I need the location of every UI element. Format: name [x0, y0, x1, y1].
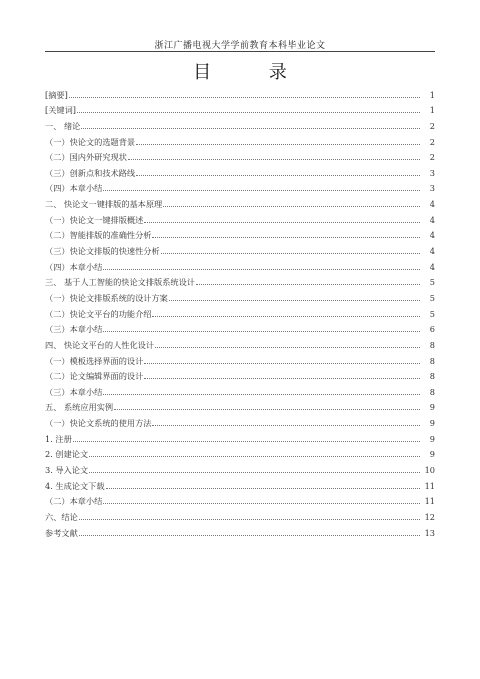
toc-entry-label: 参考文献: [45, 527, 78, 538]
toc-page-number: 3: [429, 183, 435, 194]
toc-entry[interactable]: [45, 209, 435, 225]
toc-entry-label: 一、 绪论: [45, 120, 81, 131]
toc-entry[interactable]: [45, 287, 435, 303]
toc-entry[interactable]: [45, 319, 435, 335]
toc-entry-label: [摘要]: [45, 89, 68, 100]
toc-entry-label: （三）快论文排版的快速性分析: [45, 246, 160, 257]
toc-leader-dots: [144, 222, 420, 223]
toc-leader-dots: [136, 175, 420, 176]
toc-page-number: 2: [429, 136, 435, 147]
toc-leader-dots: [103, 394, 420, 395]
toc-leader-dots: [103, 503, 420, 504]
toc-entry-label: （一）快论文的选题背景: [45, 136, 136, 147]
toc-leader-dots: [77, 112, 420, 113]
toc-entry-label: （二）国内外研究现状: [45, 152, 127, 163]
toc-entry[interactable]: [45, 178, 435, 194]
toc-entry[interactable]: [45, 84, 435, 100]
toc-page-number: 9: [429, 433, 435, 444]
toc-page-number: 3: [429, 167, 435, 178]
toc-entry-label: 2. 创建论文: [45, 449, 89, 460]
toc-page-number: 4: [429, 214, 435, 225]
table-of-contents: [45, 84, 435, 538]
toc-leader-dots: [69, 97, 420, 98]
toc-leader-dots: [144, 378, 420, 379]
toc-page-number: 8: [429, 386, 435, 397]
toc-page-number: 9: [429, 402, 435, 413]
header-rule: [45, 51, 435, 52]
toc-entry[interactable]: [45, 147, 435, 163]
toc-page-number: 8: [429, 339, 435, 350]
toc-leader-dots: [152, 316, 420, 317]
toc-page-number: 9: [429, 418, 435, 429]
toc-page-number: 2: [429, 120, 435, 131]
toc-leader-dots: [155, 347, 420, 348]
toc-leader-dots: [106, 488, 420, 489]
toc-entry[interactable]: [45, 303, 435, 319]
toc-entry-label: （四）本章小结: [45, 183, 103, 194]
toc-leader-dots: [79, 535, 420, 536]
toc-entry-label: 四、 快论文平台的人性化设计: [45, 339, 155, 350]
toc-entry[interactable]: [45, 256, 435, 272]
toc-entry-label: （二）本章小结: [45, 496, 103, 507]
toc-entry-label: （四）本章小结: [45, 261, 103, 272]
toc-page-number: 5: [429, 292, 435, 303]
toc-entry[interactable]: [45, 522, 435, 538]
toc-page-number: 11: [424, 496, 435, 507]
toc-leader-dots: [103, 190, 420, 191]
toc-leader-dots: [103, 331, 420, 332]
toc-page-number: 4: [429, 230, 435, 241]
toc-page-number: 5: [429, 277, 435, 288]
toc-entry-label: （三）本章小结: [45, 324, 103, 335]
toc-title: 目 录: [193, 62, 313, 83]
toc-entry[interactable]: [45, 366, 435, 382]
toc-entry-label: （一）快论文排版系统的设计方案: [45, 292, 168, 303]
toc-leader-dots: [169, 300, 420, 301]
toc-page-number: 6: [429, 324, 435, 335]
running-header: 浙江广播电视大学学前教育本科毕业论文: [154, 41, 326, 51]
toc-page-number: 13: [424, 527, 435, 538]
toc-entry[interactable]: [45, 272, 435, 288]
toc-entry[interactable]: [45, 444, 435, 460]
toc-leader-dots: [152, 237, 420, 238]
toc-entry[interactable]: [45, 225, 435, 241]
toc-entry[interactable]: [45, 459, 435, 475]
toc-leader-dots: [73, 441, 420, 442]
toc-leader-dots: [163, 206, 420, 207]
toc-page-number: 4: [429, 246, 435, 257]
toc-entry-label: （一）快论文系统的使用方法: [45, 418, 152, 429]
toc-page-number: 1: [429, 105, 435, 116]
toc-entry-label: [关键词]: [45, 105, 76, 116]
toc-entry-label: 4. 生成论文下载: [45, 480, 105, 491]
toc-entry[interactable]: [45, 240, 435, 256]
toc-page-number: 9: [429, 449, 435, 460]
toc-entry-label: （二）快论文平台的功能介绍: [45, 308, 152, 319]
toc-entry-label: （一）模板选择界面的设计: [45, 355, 144, 366]
toc-leader-dots: [144, 363, 420, 364]
toc-entry[interactable]: [45, 131, 435, 147]
toc-entry-label: （二）论文编辑界面的设计: [45, 371, 144, 382]
toc-leader-dots: [103, 269, 420, 270]
toc-page-number: 4: [429, 199, 435, 210]
toc-entry-label: 三、 基于人工智能的快论文排版系统设计: [45, 277, 195, 288]
toc-page-number: 11: [424, 480, 435, 491]
toc-page-number: 4: [429, 261, 435, 272]
toc-entry[interactable]: [45, 397, 435, 413]
toc-leader-dots: [81, 128, 420, 129]
toc-page-number: 12: [424, 511, 435, 522]
toc-entry[interactable]: [45, 412, 435, 428]
toc-leader-dots: [114, 409, 420, 410]
toc-entry[interactable]: [45, 381, 435, 397]
toc-page-number: 8: [429, 355, 435, 366]
toc-entry[interactable]: [45, 475, 435, 491]
toc-entry-label: 二、 快论文一键排版的基本原理: [45, 199, 163, 210]
toc-leader-dots: [196, 284, 420, 285]
toc-leader-dots: [128, 159, 420, 160]
toc-entry-label: （一）快论文一键排版概述: [45, 214, 144, 225]
toc-page-number: 2: [429, 152, 435, 163]
toc-page-number: 1: [429, 89, 435, 100]
toc-entry-label: 五、 系统应用实例: [45, 402, 114, 413]
toc-entry-label: （三）创新点和技术路线: [45, 167, 136, 178]
toc-entry[interactable]: [45, 491, 435, 507]
toc-entry[interactable]: [45, 428, 435, 444]
toc-leader-dots: [79, 519, 420, 520]
toc-page-number: 10: [424, 465, 435, 476]
toc-leader-dots: [89, 456, 420, 457]
toc-leader-dots: [152, 425, 420, 426]
toc-leader-dots: [136, 144, 420, 145]
toc-entry[interactable]: [45, 334, 435, 350]
toc-entry[interactable]: [45, 115, 435, 131]
toc-entry[interactable]: [45, 350, 435, 366]
toc-page-number: 8: [429, 371, 435, 382]
toc-entry-label: 六、结论: [45, 511, 78, 522]
toc-entry-label: 3. 导入论文: [45, 465, 89, 476]
toc-page-number: 5: [429, 308, 435, 319]
toc-entry[interactable]: [45, 162, 435, 178]
toc-leader-dots: [161, 253, 420, 254]
toc-leader-dots: [89, 472, 420, 473]
toc-entry[interactable]: [45, 506, 435, 522]
toc-entry[interactable]: [45, 100, 435, 116]
toc-entry-label: （二）智能排版的准确性分析: [45, 230, 152, 241]
toc-entry-label: 1. 注册: [45, 433, 72, 444]
toc-entry-label: （三）本章小结: [45, 386, 103, 397]
toc-entry[interactable]: [45, 193, 435, 209]
